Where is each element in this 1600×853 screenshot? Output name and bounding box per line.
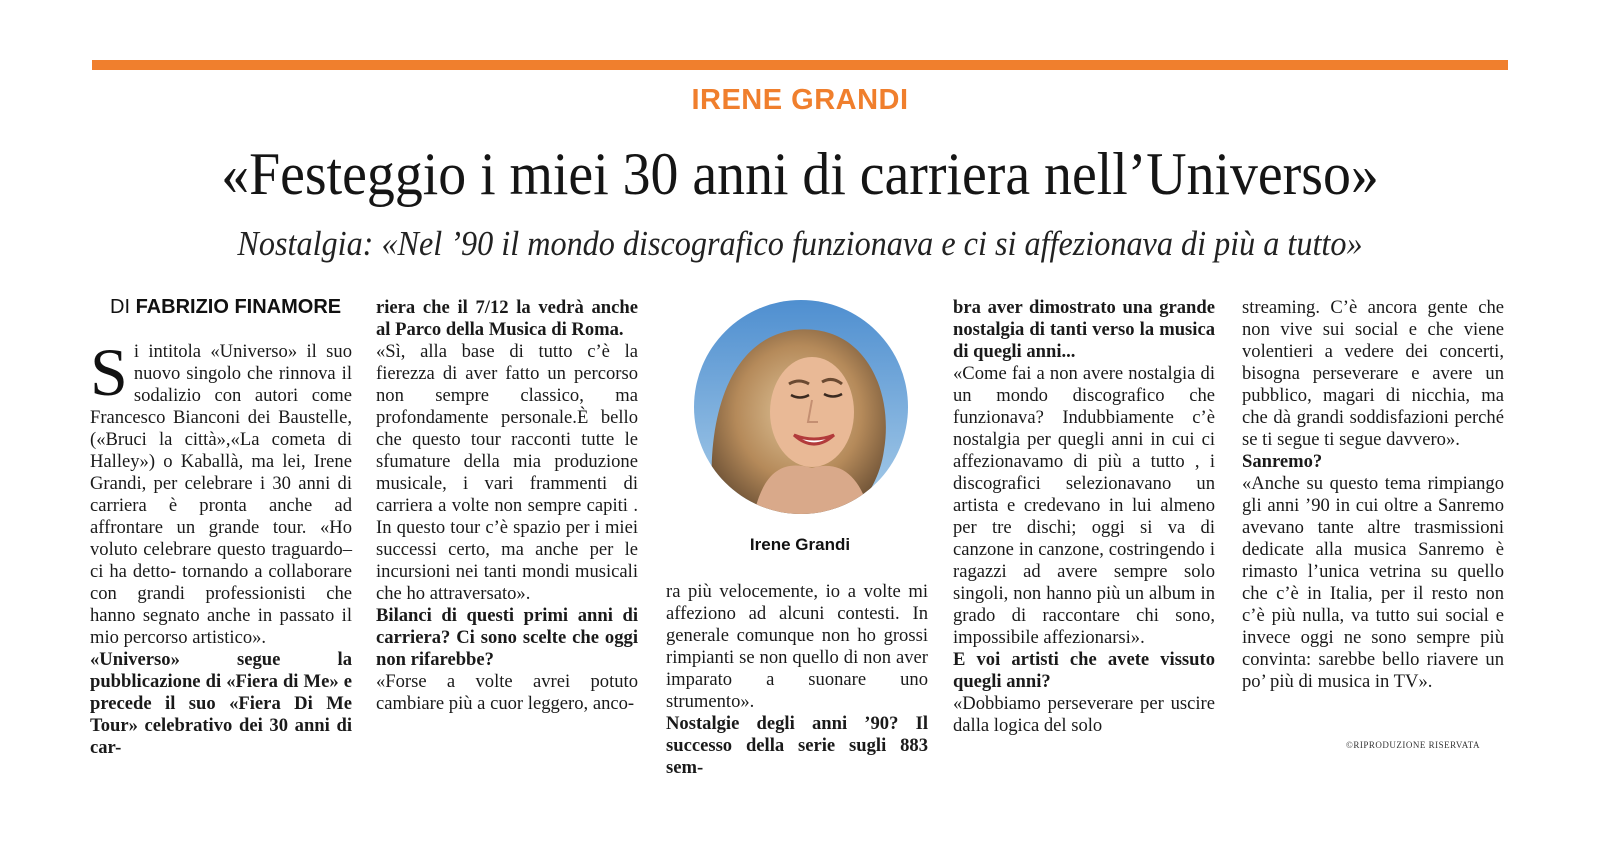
byline (110, 296, 341, 319)
answer-5: «Anche su questo tema rimpiango gli anni ’90 in cui oltre a Sanremo avevano tante altre trasmissioni dedicate alla musica Sanremo è rimasto l’unica vetrina su quello che c’è in Italia, per il resto non c’è più nulla, va tutto sui social e invece oggi ne sono sempre più convinta: sarebbe bello riavere un po’ più di musica in TV». (1242, 473, 1504, 692)
question-5: Sanremo? (1242, 451, 1323, 472)
question-2: Bilanci di questi primi anni di carriera? Ci sono scelte che oggi non rifarebbe? (376, 605, 638, 670)
question-1: «Universo» segue la pubblicazione di «Fiera di Me» e precede il suo «Fiera Di Me Tour» celebrativo dei 30 anni di car- (90, 649, 352, 758)
answer-3: «Come fai a non avere nostalgia di un mondo discografico che funzionava? Indubbiamente c’è nostalgia per quegli anni in cui ci affezionavamo di più a tutto , i discografici selezionavano un artista e credevano in lui almeno per tre dischi; oggi si va di canzone in canzone, costringendo i ragazzi ad avere sempre solo singoli, non hanno più un album in grado di raccontare chi sono, impossibile affezionarsi». (953, 363, 1215, 648)
question-3-continued: bra aver dimostrato una grande nostalgia di tanti verso la musica di quegli anni... (953, 297, 1215, 362)
article-column-2 (376, 297, 638, 715)
copyright-notice: ©RIPRODUZIONE RISERVATA (1346, 740, 1480, 750)
accent-rule (92, 60, 1508, 70)
answer-2: «Forse a volte avrei potuto cambiare più a cuor leggero, anco- (376, 671, 638, 714)
subheadline: Nostalgia: «Nel ’90 il mondo discografico funzionava e ci si affezionava di più a tutto» (237, 224, 1363, 263)
byline-author: FABRIZIO FINAMORE (135, 296, 342, 318)
drop-cap: S (90, 334, 128, 410)
portrait-illustration (694, 300, 908, 514)
photo-caption: Irene Grandi (749, 535, 851, 554)
answer-2-continued: ra più velocemente, io a volte mi affeziono ad alcuni contesti. In generale comunque non ho grossi rimpianti se non quello di non aver imparato a suonare uno strumento». (666, 581, 928, 712)
question-3: Nostalgie degli anni ’90? Il successo della serie sugli 883 sem- (666, 713, 928, 778)
article-column-4 (953, 297, 1215, 737)
answer-4: «Dobbiamo perseverare per uscire dalla logica del solo (953, 693, 1215, 736)
intro-paragraph: i intitola «Universo» il suo nuovo singolo che rinnova il sodalizio con autori come Francesco Bianconi dei Baustelle, («Bruci la città»,«La cometa di Halley») o Kaballà, ma lei, Irene Grandi, per celebrare i 30 anni di carriera è pronta anche ad affrontare un grande tour. «Ho voluto celebrare questo traguardo– ci ha detto- tornando a collaborare con grandi professionisti che hanno segnato anche in passato il mio percorso artistico». (90, 341, 352, 648)
article-column-1 (90, 334, 352, 759)
article-column-3 (666, 581, 928, 779)
section-kicker: IRENE GRANDI (691, 84, 909, 116)
question-1-continued: riera che il 7/12 la vedrà anche al Parco della Musica di Roma. (376, 297, 638, 340)
headline: «Festeggio i miei 30 anni di carriera nell’Universo» (221, 141, 1379, 207)
byline-prefix: DI (110, 296, 130, 318)
portrait-photo (694, 300, 908, 514)
answer-4-continued: streaming. C’è ancora gente che non vive sui social e che viene volentieri a vedere dei concerti, bisogna perseverare e avere un pubblico, magari di nicchia, ma che dà grandi soddisfazioni perché se ti segue ti segue davvero». (1242, 297, 1504, 450)
article-column-5 (1242, 297, 1504, 693)
question-4: E voi artisti che avete vissuto quegli anni? (953, 649, 1215, 692)
answer-1: «Sì, alla base di tutto c’è la fierezza di aver fatto un percorso non sempre classico, ma profondamente personale.È bello che questo tour racconti tutte le sfumature della mia produzione musicale, i vari frammenti di carriera a volte non sempre capiti . In questo tour c’è spazio per i miei successi certo, ma anche per le incursioni nei tanti mondi musicali che ho attraversato». (376, 341, 638, 604)
